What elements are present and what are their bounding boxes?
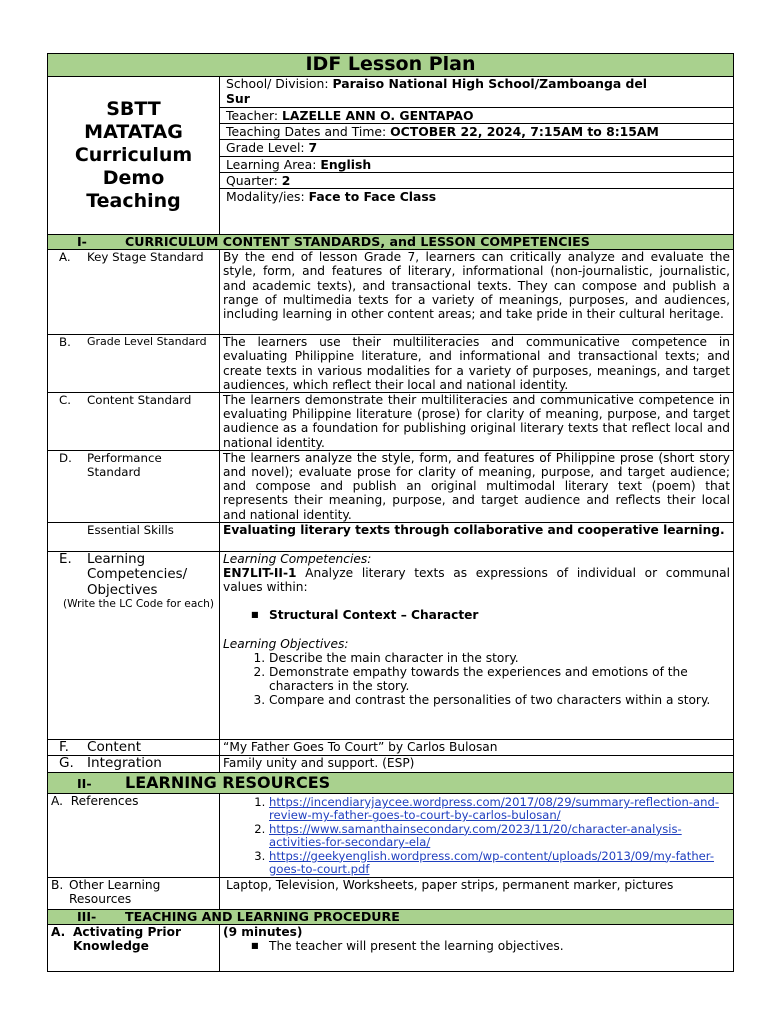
objective-item: 1. Describe the main character in the story. xyxy=(269,651,730,665)
teacher: Teacher: LAZELLE ANN O. GENTAPAO xyxy=(220,108,733,124)
school-division: School/ Division: Paraiso National High School/Zamboanga del Sur xyxy=(220,77,733,108)
content-standard-label: C. Content Standard xyxy=(48,393,220,451)
competencies-content xyxy=(220,551,734,739)
activating-content xyxy=(220,925,734,972)
lc-statement: EN7LIT-II-1 Analyze literary texts as expressions of individual or communal values within: xyxy=(223,566,730,595)
key-stage-text: By the end of lesson Grade 7, learners can critically analyze and evaluate the style, form, and features of literary, informational (non-journalistic, journalistic, and academic texts), and transactional texts. They can compose and publish a range of multimedia texts for a variety of meanings, purposes, and audiences, including learning in other content areas; and take pride in their cultural heritage. xyxy=(220,250,734,335)
sbtt-line: Curriculum xyxy=(74,144,193,166)
objectives-list xyxy=(223,651,730,708)
reference-link[interactable]: https://incendiaryjaycee.wordpress.com/2017/08/29/summary-reflection-and-review-my-father-goes-to-court-by-carlos-bulosan/ xyxy=(269,795,719,823)
activating-bullet: ■ The teacher will present the learning objectives. xyxy=(269,939,730,953)
lesson-info xyxy=(220,77,734,235)
other-resources-value: Laptop, Television, Worksheets, paper strips, permanent marker, pictures xyxy=(220,878,734,910)
modality: Modality/ies: Face to Face Class xyxy=(226,188,437,204)
section-2-header: II- LEARNING RESOURCES xyxy=(48,773,734,794)
sbtt-line: Demo xyxy=(102,167,165,189)
lo-heading: Learning Objectives: xyxy=(223,636,349,651)
sbtt-line: Teaching xyxy=(86,190,181,212)
objective-item: 3. Compare and contrast the personalities of two characters within a story. xyxy=(269,693,730,707)
sbtt-line: SBTT xyxy=(106,98,161,120)
references-list xyxy=(223,796,730,876)
key-stage-label: A. Key Stage Standard xyxy=(48,250,220,335)
references-content xyxy=(220,794,734,878)
performance-standard-label: D. Performance Standard xyxy=(48,450,220,522)
integration-value: Family unity and support. (ESP) xyxy=(220,756,734,773)
content-value: “My Father Goes To Court” by Carlos Bulosan xyxy=(220,739,734,756)
content-standard-text: The learners demonstrate their multiliteracies and communicative competence in evaluating Philippine literature (prose) for clarity of meaning, purpose, and target audience as a foundation for publishing original literary texts that reflect local and national identity. xyxy=(220,393,734,451)
essential-skills-label: Essential Skills xyxy=(48,522,220,551)
document-title: IDF Lesson Plan xyxy=(48,54,734,77)
activating-label: A. Activating Prior Knowledge xyxy=(48,925,220,972)
activating-time: (9 minutes) xyxy=(223,925,303,940)
learning-area: Learning Area: English xyxy=(220,157,733,173)
competencies-note: (Write the LC Code for each) xyxy=(63,598,214,611)
sbtt-line: MATATAG xyxy=(84,121,183,143)
section-1-header: I- CURRICULUM CONTENT STANDARDS, and LESSON COMPETENCIES xyxy=(48,235,734,250)
essential-skills-text: Evaluating literary texts through collaborative and cooperative learning. xyxy=(220,522,734,551)
content-label: F. Content xyxy=(48,739,220,756)
grade-level-standard-label: B. Grade Level Standard xyxy=(48,335,220,393)
reference-link[interactable]: https://geekyenglish.wordpress.com/wp-content/uploads/2013/09/my-father-goes-to-court.pdf xyxy=(269,848,715,877)
lc-bullet: ■ Structural Context – Character xyxy=(269,608,730,622)
objective-item: 2. Demonstrate empathy towards the experiences and emotions of the characters in the story. xyxy=(269,665,730,693)
lesson-plan-table xyxy=(47,53,734,972)
competencies-label: E. Learning Competencies/ Objectives (Write the LC Code for each) xyxy=(48,551,220,739)
other-resources-label: B. Other Learning Resources xyxy=(48,878,220,910)
quarter: Quarter: 2 xyxy=(220,173,733,189)
section-3-header: III- TEACHING AND LEARNING PROCEDURE xyxy=(48,910,734,925)
teaching-dates: Teaching Dates and Time: OCTOBER 22, 2024, 7:15AM to 8:15AM xyxy=(220,124,733,140)
reference-link[interactable]: https://www.samanthainsecondary.com/2023/11/20/character-analysis-activities-for-secondary-ela/ xyxy=(269,821,682,850)
sbtt-title xyxy=(48,77,220,235)
performance-standard-text: The learners analyze the style, form, and features of Philippine prose (short story and novel); evaluate prose for clarity of meaning, purpose, and target audience; and compose and publish an original multimodal literary text (poem) that represents their meaning, purpose, and target audience and reflects their local and national identity. xyxy=(220,450,734,522)
integration-label: G. Integration xyxy=(48,756,220,773)
grade-level-standard-text: The learners use their multiliteracies and communicative competence in evaluating Philippine literature, and informational and transactional texts; and create texts in various modalities for a variety of purposes, meanings, and target audiences, which reflect their local and national identity. xyxy=(220,335,734,393)
grade-level: Grade Level: 7 xyxy=(220,140,733,156)
references-label: A. References xyxy=(48,794,220,878)
lc-heading: Learning Competencies: xyxy=(223,551,372,566)
